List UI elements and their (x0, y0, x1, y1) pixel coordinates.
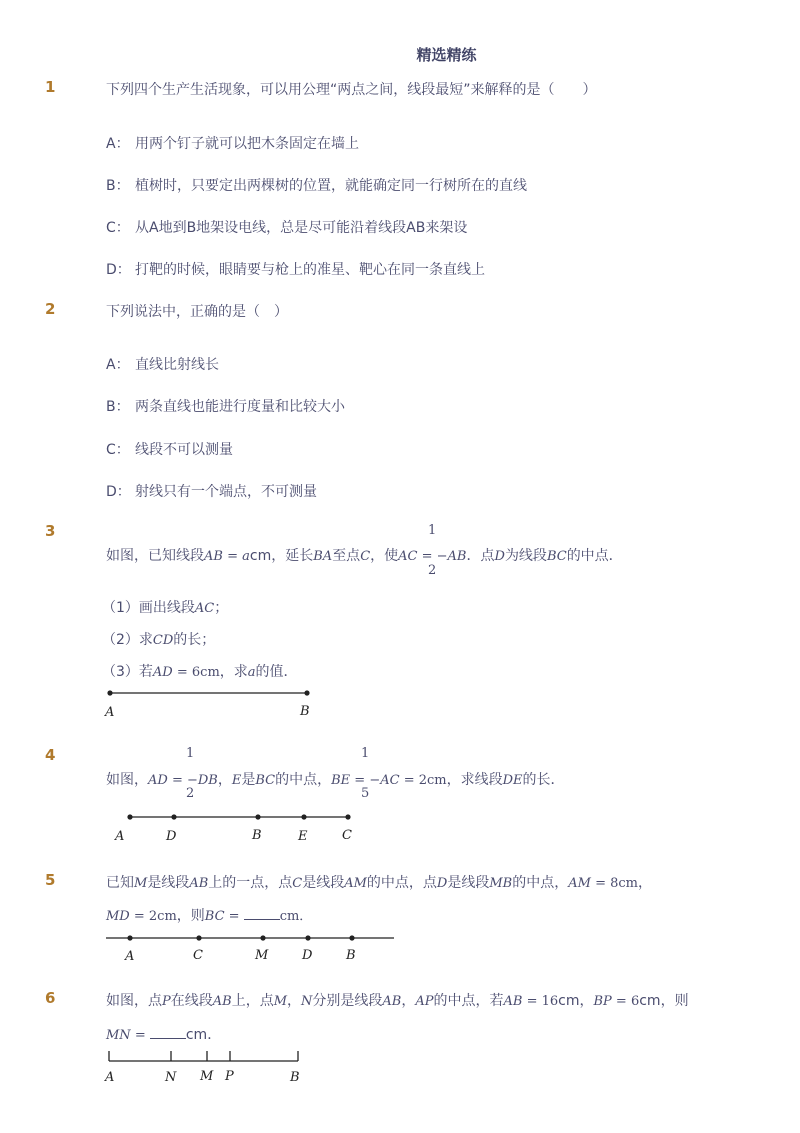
question-stem: 如图，点P在线段AB上，点M，N分别是线段AB，AP的中点，若AB = 16cm，BP = 6cm，则 (106, 993, 689, 1009)
point-label: B (252, 828, 262, 843)
point-dot (127, 935, 132, 940)
point-label: M (200, 1069, 214, 1084)
point-label: A (105, 1070, 115, 1085)
fraction-denominator: 2 (186, 786, 195, 801)
option-label: B： (106, 399, 130, 415)
point-dot (301, 814, 306, 819)
point-dot (260, 935, 265, 940)
point-dot (127, 814, 132, 819)
answer-blank[interactable] (150, 1026, 186, 1039)
point-dot (255, 814, 260, 819)
point-dot (345, 814, 350, 819)
option-d[interactable] (106, 259, 485, 279)
option-label: D： (106, 484, 131, 500)
question-stem: 已知M是线段AB上的一点，点C是线段AM的中点，点D是线段MB的中点，AM = 8cm， (106, 875, 652, 891)
point-label: D (166, 829, 177, 844)
sub-question-3: （3）若AD = 6cm，求a的值． (102, 664, 298, 680)
option-text: 两条直线也能进行度量和比较大小 (135, 399, 345, 415)
point-label: D (302, 948, 313, 963)
segment-diagram-q6 (104, 1048, 314, 1084)
segment-diagram-q3 (102, 685, 322, 719)
option-c[interactable] (106, 217, 467, 237)
option-text: 打靶的时候，眼睛要与枪上的准星、靶心在同一条直线上 (135, 262, 485, 278)
segment-diagram-q5 (104, 930, 404, 964)
point-label: C (342, 828, 352, 843)
point-label: B (290, 1070, 300, 1085)
question-stem: 下列四个生产生活现象，可以用公理“两点之间，线段最短”来解释的是（ ） (106, 82, 597, 98)
point-label: M (255, 948, 269, 963)
question-number: 5 (45, 871, 56, 889)
point-dot (305, 935, 310, 940)
point-label: A (115, 829, 125, 844)
question-stem-continued: MN = cm． (106, 1027, 222, 1043)
question-stem-continued: MD = 2cm，则BC = cm． (106, 908, 313, 924)
fraction-numerator: 1 (428, 523, 437, 538)
question-number: 1 (45, 78, 56, 96)
fraction-numerator: 1 (361, 746, 370, 761)
point-label: E (298, 829, 308, 844)
fraction-denominator: 5 (361, 786, 370, 801)
question-stem: 如图，已知线段AB = acm，延长BA至点C，使AC = −AB．点D为线段BC的中点． (106, 548, 623, 564)
question-number: 4 (45, 746, 56, 764)
point-label: P (225, 1069, 234, 1084)
page-title: 精选精练 (416, 46, 477, 64)
point-label: B (346, 948, 356, 963)
point-label: N (165, 1070, 177, 1085)
option-text: 线段不可以测量 (135, 442, 233, 458)
point-dot (107, 690, 112, 695)
option-a[interactable] (106, 133, 359, 153)
point-dot (349, 935, 354, 940)
answer-blank[interactable] (244, 907, 280, 920)
option-text: 从A地到B地架设电线，总是尽可能沿着线段AB来架设 (135, 220, 468, 236)
question-stem: 如图，AD = −DB，E是BC的中点，BE = −AC = 2cm，求线段DE的长． (106, 772, 565, 788)
sub-question-2: （2）求CD的长； (102, 632, 216, 648)
question-number: 3 (45, 522, 56, 540)
sub-question-1: （1）画出线段AC； (102, 600, 229, 616)
point-label: A (125, 949, 135, 964)
option-label: B： (106, 178, 130, 194)
option-label: A： (106, 136, 130, 152)
fraction-denominator: 2 (428, 563, 437, 578)
option-c[interactable] (106, 439, 233, 459)
option-text: 植树时，只要定出两棵树的位置，就能确定同一行树所在的直线 (135, 178, 527, 194)
point-label: A (105, 705, 115, 720)
option-text: 直线比射线长 (135, 357, 219, 373)
point-dot (171, 814, 176, 819)
option-b[interactable] (106, 175, 527, 195)
option-label: A： (106, 357, 130, 373)
fraction-numerator: 1 (186, 746, 195, 761)
option-b[interactable] (106, 396, 345, 416)
question-number: 6 (45, 989, 56, 1007)
point-dot (304, 690, 309, 695)
point-label: C (193, 948, 203, 963)
point-dot (196, 935, 201, 940)
option-d[interactable] (106, 481, 317, 501)
option-text: 用两个钉子就可以把木条固定在墙上 (135, 136, 359, 152)
segment-diagram-q4 (112, 809, 372, 843)
point-label: B (300, 704, 310, 719)
question-number: 2 (45, 300, 56, 318)
option-label: C： (106, 220, 130, 236)
option-text: 射线只有一个端点，不可测量 (135, 484, 317, 500)
option-label: D： (106, 262, 131, 278)
option-label: C： (106, 442, 130, 458)
question-stem: 下列说法中，正确的是（ ） (106, 304, 288, 320)
option-a[interactable] (106, 354, 219, 374)
